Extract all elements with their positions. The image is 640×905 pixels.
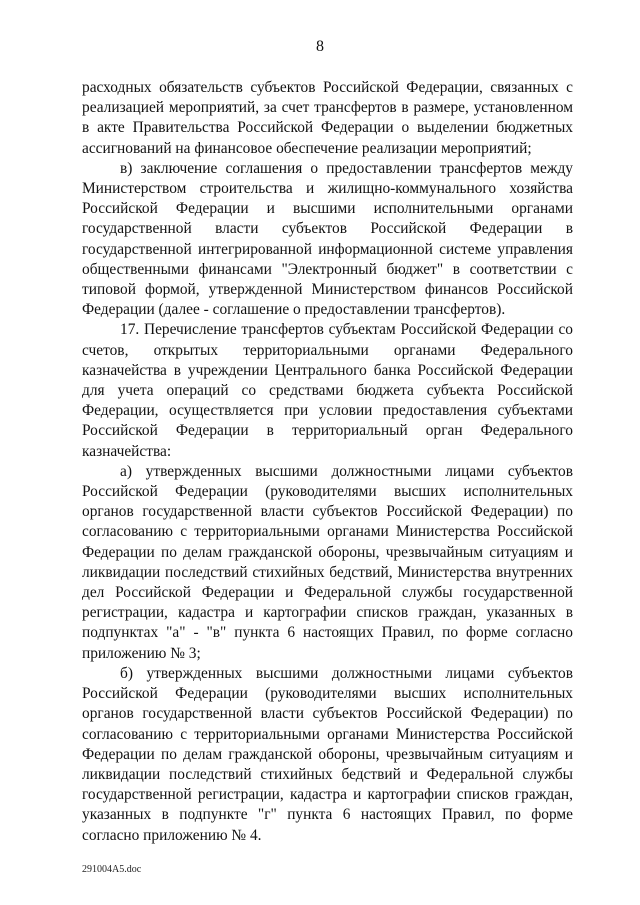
paragraph-continuation: расходных обязательств субъектов Российской Федерации, связанных с реализацией мероприятий, за счет трансфертов в размере, установленном в акте Правительства Российской Федерации о выделении бюджетных ассигнований на финансовое обеспечение реализации мероприятий;	[82, 79, 573, 157]
paragraph-item-17: 17. Перечисление трансфертов субъектам Российской Федерации со счетов, открытых территориальными органами Федерального казначейства в учреждении Центрального банка Российской Федерации для учета операций со средствами бюджета субъекта Российской Федерации, осуществляется при условии предоставления субъектами Российской Федерации в территориальный орган Федерального казначейства:	[82, 321, 573, 460]
document-body	[82, 78, 573, 846]
page-number: 8	[316, 38, 324, 55]
paragraph-item-v: в) заключение соглашения о предоставлении трансфертов между Министерством строительства и жилищно-коммунального хозяйства Российской Федерации и высшими исполнительными органами государственной власти субъектов Российской Федерации в государственной интегрированной информационной системе управления общественными финансами "Электронный бюджет" в соответствии с типовой формой, утвержденной Министерством финансов Российской Федерации (далее - соглашение о предоставлении трансфертов).	[82, 159, 573, 319]
paragraph-item-a: а) утвержденных высшими должностными лицами субъектов Российской Федерации (руководителями высших исполнительных органов государственной власти субъектов Российской Федерации) по согласованию с территориальными органами Министерства Российской Федерации по делам гражданской обороны, чрезвычайным ситуациям и ликвидации последствий стихийных бедствий, Министерства внутренних дел Российской Федерации и Федеральной службы государственной регистрации, кадастра и картографии списков граждан, указанных в подпунктах "а" - "в" пункта 6 настоящих Правил, по форме согласно приложению № 3;	[82, 462, 573, 662]
footer-filename: 291004A5.doc	[82, 864, 142, 875]
paragraph-item-b: б) утвержденных высшими должностными лицами субъектов Российской Федерации (руководителями высших исполнительных органов государственной власти субъектов Российской Федерации) по согласованию с территориальными органами Министерства Российской Федерации по делам гражданской обороны, чрезвычайным ситуациям и ликвидации последствий стихийных бедствий и Федеральной службы государственной регистрации, кадастра и картографии списков граждан, указанных в подпункте "г" пункта 6 настоящих Правил, по форме согласно приложению № 4.	[82, 664, 573, 844]
